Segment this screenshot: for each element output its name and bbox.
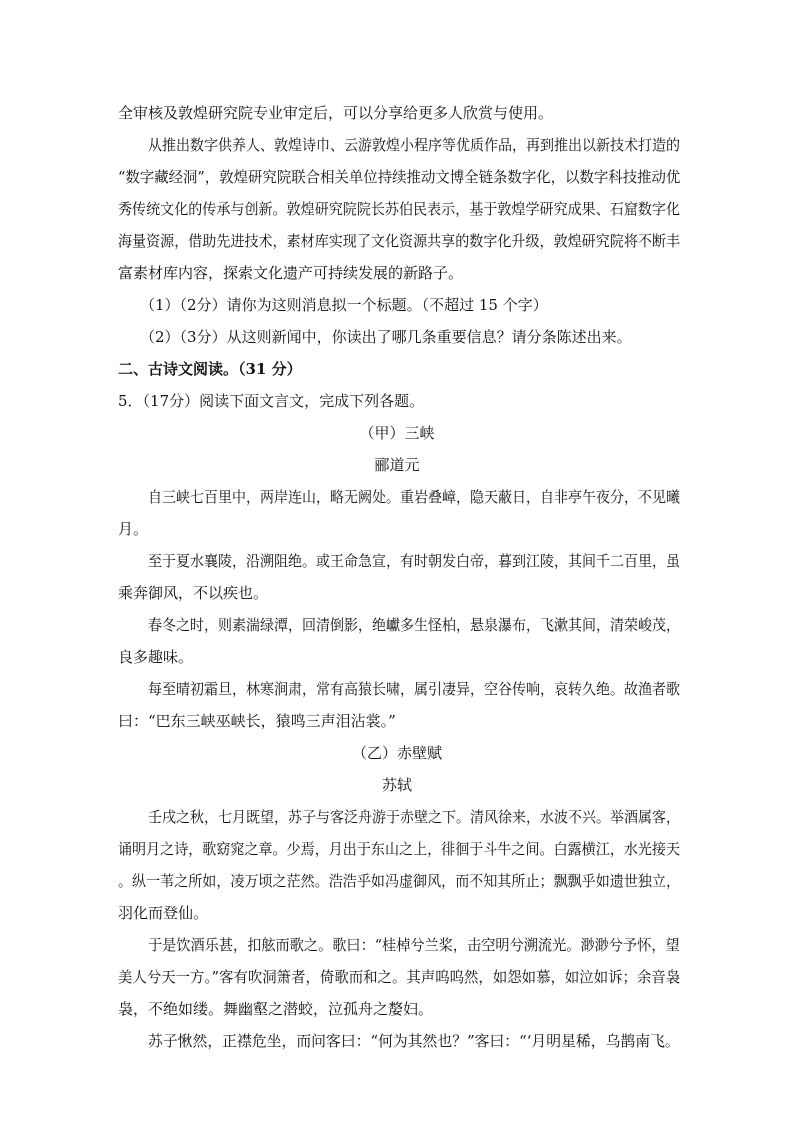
question-4-1: （1）（2分）请你为这则消息拟一个标题。（不超过 15 个字） bbox=[140, 296, 548, 314]
text-jia-line: 月。 bbox=[118, 520, 149, 538]
text-yi-line: 袅，不绝如缕。舞幽壑之潜蛟，泣孤舟之嫠妇。 bbox=[118, 1000, 434, 1018]
question-4-2: （2）（3分）从这则新闻中，你读出了哪几条重要信息？请分条陈述出来。 bbox=[140, 328, 632, 346]
text-yi-author: 苏轼 bbox=[381, 776, 412, 794]
text-yi-line: 羽化而登仙。 bbox=[118, 904, 209, 922]
passage-line: 全审核及敦煌研究院专业审定后，可以分享给更多人欣赏与使用。 bbox=[118, 104, 554, 122]
text-jia-line: 春冬之时，则素湍绿潭，回清倒影，绝巘多生怪柏，悬泉瀑布，飞漱其间，清荣峻茂， bbox=[148, 616, 680, 634]
passage-line: 富素材库内容，探索文化遗产可持续发展的新路子。 bbox=[118, 264, 464, 282]
text-jia-author: 郦道元 bbox=[374, 456, 420, 474]
text-jia-line: 至于夏水襄陵，沿溯阻绝。或王命急宣，有时朝发白帝，暮到江陵，其间千二百里，虽 bbox=[148, 552, 680, 570]
text-jia-title: （甲）三峡 bbox=[359, 424, 435, 442]
text-yi-line: 诵明月之诗，歌窈窕之章。少焉，月出于东山之上，徘徊于斗牛之间。白露横江，水光接天 bbox=[118, 840, 681, 858]
text-yi-line: 。纵一苇之所如，凌万顷之茫然。浩浩乎如冯虚御风，而不知其所止；飘飘乎如遗世独立， bbox=[118, 872, 681, 890]
passage-line: “数字藏经洞”，敦煌研究院联合相关单位持续推动文博全链条数字化，以数字科技推动优 bbox=[118, 168, 681, 186]
text-jia-line: 良多趣味。 bbox=[118, 648, 194, 666]
text-jia-line: 自三峡七百里中，两岸连山，略无阙处。重岩叠嶂，隐天蔽日，自非亭午夜分，不见曦 bbox=[148, 488, 680, 506]
text-yi-line: 于是饮酒乐甚，扣舷而歌之。歌曰：“桂棹兮兰桨，击空明兮溯流光。渺渺兮予怀，望 bbox=[148, 936, 680, 954]
text-yi-line: 美人兮天一方。”客有吹洞箫者，倚歌而和之。其声呜呜然，如怨如慕，如泣如诉；余音袅 bbox=[118, 968, 681, 986]
text-jia-line: 乘奔御风，不以疾也。 bbox=[118, 584, 269, 602]
text-yi-line: 壬戌之秋，七月既望，苏子与客泛舟游于赤壁之下。清风徐来，水波不兴。举酒属客， bbox=[148, 808, 680, 826]
text-jia-line: 曰：“巴东三峡巫峡长，猿鸣三声泪沾裳。” bbox=[118, 712, 396, 730]
text-yi-title: （乙）赤壁赋 bbox=[351, 744, 442, 762]
passage-line: 从推出数字供养人、敦煌诗巾、云游敦煌小程序等优质作品，再到推出以新技术打造的 bbox=[148, 136, 680, 154]
section-heading: 二、古诗文阅读。（31 分） bbox=[118, 360, 302, 378]
text-yi-line: 苏子愀然，正襟危坐，而问客曰：“何为其然也？”客曰：“‘月明星稀，乌鹊南飞。 bbox=[148, 1032, 680, 1050]
question-5-stem: 5．（17分）阅读下面文言文，完成下列各题。 bbox=[118, 392, 425, 410]
text-jia-line: 每至晴初霜旦，林寒涧肃，常有高猿长啸，属引凄异，空谷传响，哀转久绝。故渔者歌 bbox=[148, 680, 680, 698]
passage-line: 海量资源，借助先进技术，素材库实现了文化资源共享的数字化升级，敦煌研究院将不断丰 bbox=[118, 232, 681, 250]
passage-line: 秀传统文化的传承与创新。敦煌研究院院长苏伯民表示，基于敦煌学研究成果、石窟数字化 bbox=[118, 200, 681, 218]
